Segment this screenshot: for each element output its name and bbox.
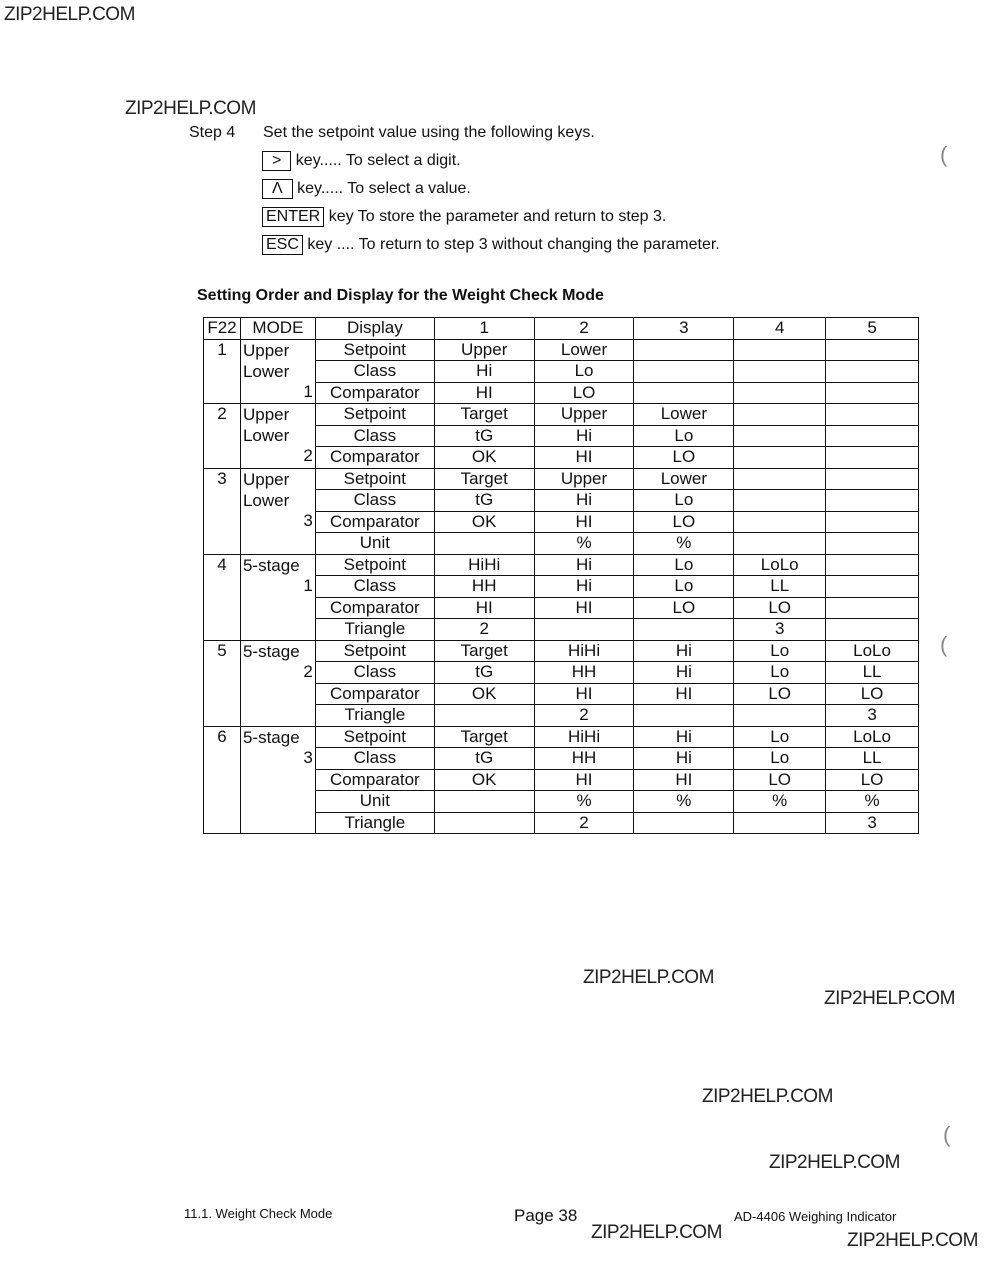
- value-cell: HI: [434, 597, 534, 619]
- value-cell: HI: [534, 769, 634, 791]
- value-cell: LL: [734, 576, 826, 598]
- key-instruction: [262, 235, 720, 255]
- value-cell: [826, 554, 919, 576]
- footer-section: 11.1. Weight Check Mode: [184, 1206, 333, 1221]
- value-cell: [734, 339, 826, 361]
- value-cell: HiHi: [534, 726, 634, 748]
- value-cell: [826, 490, 919, 512]
- value-cell: HI: [534, 683, 634, 705]
- value-cell: Target: [434, 468, 534, 490]
- value-cell: [826, 468, 919, 490]
- value-cell: Hi: [534, 576, 634, 598]
- value-cell: [734, 705, 826, 727]
- watermark: ZIP2HELP.COM: [4, 4, 135, 25]
- page-number: Page 38: [514, 1206, 578, 1225]
- f22-cell: 4: [204, 554, 241, 640]
- value-cell: LoLo: [826, 640, 919, 662]
- value-cell: [826, 339, 919, 361]
- display-cell: Class: [315, 576, 434, 598]
- value-cell: OK: [434, 683, 534, 705]
- value-cell: %: [634, 791, 734, 813]
- value-cell: Lo: [734, 748, 826, 770]
- value-cell: Lo: [634, 425, 734, 447]
- mode-cell: [240, 554, 315, 640]
- value-cell: [734, 382, 826, 404]
- value-cell: [826, 511, 919, 533]
- value-cell: Lower: [634, 404, 734, 426]
- value-cell: LoLo: [734, 554, 826, 576]
- value-cell: [634, 705, 734, 727]
- key-instruction: [262, 207, 666, 227]
- value-cell: HiHi: [434, 554, 534, 576]
- value-cell: Hi: [634, 640, 734, 662]
- value-cell: LO: [734, 597, 826, 619]
- display-cell: Class: [315, 748, 434, 770]
- value-cell: Lo: [634, 490, 734, 512]
- value-cell: Hi: [634, 748, 734, 770]
- value-cell: tG: [434, 425, 534, 447]
- display-cell: Comparator: [315, 683, 434, 705]
- value-cell: HI: [434, 382, 534, 404]
- display-cell: Setpoint: [315, 404, 434, 426]
- watermark: ZIP2HELP.COM: [769, 1152, 900, 1173]
- value-cell: HH: [534, 748, 634, 770]
- value-cell: [826, 361, 919, 383]
- header-cell: 1: [434, 318, 534, 340]
- mode-label: 5-stage: [242, 555, 300, 575]
- header-cell: 4: [734, 318, 826, 340]
- display-cell: Class: [315, 490, 434, 512]
- value-cell: [634, 339, 734, 361]
- value-cell: Upper: [534, 404, 634, 426]
- value-cell: HI: [634, 769, 734, 791]
- table-row: [204, 726, 919, 748]
- display-cell: Triangle: [315, 619, 434, 641]
- display-cell: Comparator: [315, 769, 434, 791]
- value-cell: Hi: [434, 361, 534, 383]
- right-key-icon: >: [262, 151, 291, 171]
- display-cell: Triangle: [315, 812, 434, 834]
- value-cell: 2: [434, 619, 534, 641]
- mode-cell: [240, 404, 315, 469]
- value-cell: %: [634, 533, 734, 555]
- value-cell: Upper: [434, 339, 534, 361]
- key-instruction: [262, 151, 461, 171]
- value-cell: [634, 812, 734, 834]
- value-cell: tG: [434, 490, 534, 512]
- mode-number: 2: [303, 661, 313, 681]
- key-instruction-text: key To store the parameter and return to step 3.: [328, 208, 667, 225]
- value-cell: Hi: [534, 425, 634, 447]
- value-cell: 3: [826, 705, 919, 727]
- value-cell: [634, 619, 734, 641]
- value-cell: HI: [534, 597, 634, 619]
- value-cell: Lo: [634, 576, 734, 598]
- value-cell: Hi: [534, 554, 634, 576]
- value-cell: LO: [634, 511, 734, 533]
- value-cell: [734, 812, 826, 834]
- value-cell: [434, 533, 534, 555]
- value-cell: tG: [434, 662, 534, 684]
- key-instruction-text: key..... To select a digit.: [295, 152, 461, 169]
- value-cell: tG: [434, 748, 534, 770]
- value-cell: %: [534, 533, 634, 555]
- table-row: [204, 468, 919, 490]
- watermark: ZIP2HELP.COM: [824, 988, 955, 1009]
- f22-cell: 1: [204, 339, 241, 404]
- enter-key-icon: ENTER: [262, 207, 324, 227]
- value-cell: LO: [734, 769, 826, 791]
- mode-number: 3: [303, 510, 313, 530]
- value-cell: Lo: [634, 554, 734, 576]
- header-cell: 5: [826, 318, 919, 340]
- value-cell: 3: [826, 812, 919, 834]
- watermark: ZIP2HELP.COM: [847, 1230, 978, 1251]
- display-cell: Setpoint: [315, 554, 434, 576]
- header-cell: 3: [634, 318, 734, 340]
- header-cell: MODE: [240, 318, 315, 340]
- header-cell: F22: [204, 318, 241, 340]
- mode-number: 1: [303, 381, 313, 401]
- value-cell: Hi: [534, 490, 634, 512]
- display-cell: Setpoint: [315, 468, 434, 490]
- display-cell: Unit: [315, 533, 434, 555]
- value-cell: Hi: [634, 662, 734, 684]
- value-cell: [734, 361, 826, 383]
- value-cell: [734, 511, 826, 533]
- f22-cell: 2: [204, 404, 241, 469]
- display-cell: Class: [315, 425, 434, 447]
- step4-label: Step 4: [189, 124, 236, 141]
- value-cell: [534, 619, 634, 641]
- key-instruction-text: key..... To select a value.: [297, 180, 471, 197]
- value-cell: Target: [434, 640, 534, 662]
- watermark: ZIP2HELP.COM: [583, 967, 714, 988]
- value-cell: LO: [826, 683, 919, 705]
- value-cell: LO: [634, 597, 734, 619]
- value-cell: Target: [434, 404, 534, 426]
- value-cell: Upper: [534, 468, 634, 490]
- value-cell: [826, 597, 919, 619]
- watermark: ZIP2HELP.COM: [125, 98, 256, 119]
- value-cell: [734, 425, 826, 447]
- value-cell: %: [734, 791, 826, 813]
- table-row: [204, 554, 919, 576]
- value-cell: [434, 705, 534, 727]
- value-cell: 2: [534, 812, 634, 834]
- mode-label: 5-stage: [242, 641, 300, 661]
- value-cell: Lo: [734, 640, 826, 662]
- f22-cell: 5: [204, 640, 241, 726]
- display-cell: Triangle: [315, 705, 434, 727]
- display-cell: Unit: [315, 791, 434, 813]
- value-cell: LO: [534, 382, 634, 404]
- watermark: ZIP2HELP.COM: [591, 1222, 722, 1243]
- mode-number: 2: [303, 446, 313, 465]
- value-cell: 3: [734, 619, 826, 641]
- value-cell: [634, 361, 734, 383]
- margin-mark: (: [943, 1122, 951, 1147]
- value-cell: [734, 404, 826, 426]
- esc-key-icon: ESC: [262, 235, 303, 255]
- value-cell: Lo: [734, 662, 826, 684]
- value-cell: %: [534, 791, 634, 813]
- display-cell: Setpoint: [315, 339, 434, 361]
- f22-cell: 3: [204, 468, 241, 554]
- mode-label: Lower: [242, 426, 290, 445]
- display-cell: Comparator: [315, 511, 434, 533]
- value-cell: [826, 533, 919, 555]
- mode-number: 3: [303, 747, 313, 767]
- value-cell: HI: [534, 511, 634, 533]
- mode-cell: [240, 726, 315, 834]
- margin-mark: (: [940, 632, 948, 657]
- value-cell: Lower: [534, 339, 634, 361]
- value-cell: Lower: [634, 468, 734, 490]
- footer-product: AD-4406 Weighing Indicator: [734, 1209, 897, 1224]
- mode-label: Upper: [242, 405, 290, 424]
- watermark: ZIP2HELP.COM: [702, 1086, 833, 1107]
- display-cell: Setpoint: [315, 640, 434, 662]
- value-cell: [734, 533, 826, 555]
- mode-cell: [240, 640, 315, 726]
- value-cell: Target: [434, 726, 534, 748]
- value-cell: [434, 812, 534, 834]
- value-cell: Lo: [534, 361, 634, 383]
- mode-cell: [240, 339, 315, 404]
- value-cell: [734, 468, 826, 490]
- value-cell: HiHi: [534, 640, 634, 662]
- value-cell: [826, 447, 919, 469]
- value-cell: HH: [434, 576, 534, 598]
- value-cell: LO: [634, 447, 734, 469]
- display-cell: Comparator: [315, 597, 434, 619]
- value-cell: LO: [826, 769, 919, 791]
- value-cell: Lo: [734, 726, 826, 748]
- weight-check-table: [203, 317, 919, 834]
- mode-cell: [240, 468, 315, 554]
- value-cell: LL: [826, 748, 919, 770]
- mode-label: 5-stage: [242, 727, 300, 747]
- value-cell: [826, 425, 919, 447]
- value-cell: OK: [434, 769, 534, 791]
- value-cell: HH: [534, 662, 634, 684]
- value-cell: [826, 404, 919, 426]
- margin-mark: (: [940, 142, 948, 167]
- value-cell: [826, 382, 919, 404]
- value-cell: Hi: [634, 726, 734, 748]
- section-title: Setting Order and Display for the Weight Check Mode: [197, 287, 604, 304]
- display-cell: Class: [315, 361, 434, 383]
- value-cell: 2: [534, 705, 634, 727]
- value-cell: OK: [434, 511, 534, 533]
- display-cell: Comparator: [315, 447, 434, 469]
- value-cell: LO: [734, 683, 826, 705]
- mode-label: Upper: [242, 469, 290, 489]
- table-row: [204, 339, 919, 361]
- value-cell: [826, 619, 919, 641]
- step4-text: Set the setpoint value using the following keys.: [263, 124, 595, 141]
- key-instruction-text: key .... To return to step 3 without changing the parameter.: [307, 236, 720, 253]
- f22-cell: 6: [204, 726, 241, 834]
- mode-number: 1: [303, 575, 313, 595]
- value-cell: HI: [534, 447, 634, 469]
- mode-label: Lower: [242, 490, 290, 510]
- header-cell: Display: [315, 318, 434, 340]
- value-cell: [734, 490, 826, 512]
- table-header-row: [204, 318, 919, 340]
- value-cell: LL: [826, 662, 919, 684]
- header-cell: 2: [534, 318, 634, 340]
- value-cell: OK: [434, 447, 534, 469]
- display-cell: Class: [315, 662, 434, 684]
- value-cell: [434, 791, 534, 813]
- value-cell: [826, 576, 919, 598]
- value-cell: [734, 447, 826, 469]
- value-cell: %: [826, 791, 919, 813]
- mode-label: Lower: [242, 361, 290, 381]
- value-cell: HI: [634, 683, 734, 705]
- up-key-icon: Λ: [262, 179, 293, 199]
- value-cell: LoLo: [826, 726, 919, 748]
- key-instruction: [262, 179, 471, 199]
- value-cell: [634, 382, 734, 404]
- display-cell: Comparator: [315, 382, 434, 404]
- mode-label: Upper: [242, 340, 290, 360]
- display-cell: Setpoint: [315, 726, 434, 748]
- table-row: [204, 640, 919, 662]
- table-row: [204, 404, 919, 426]
